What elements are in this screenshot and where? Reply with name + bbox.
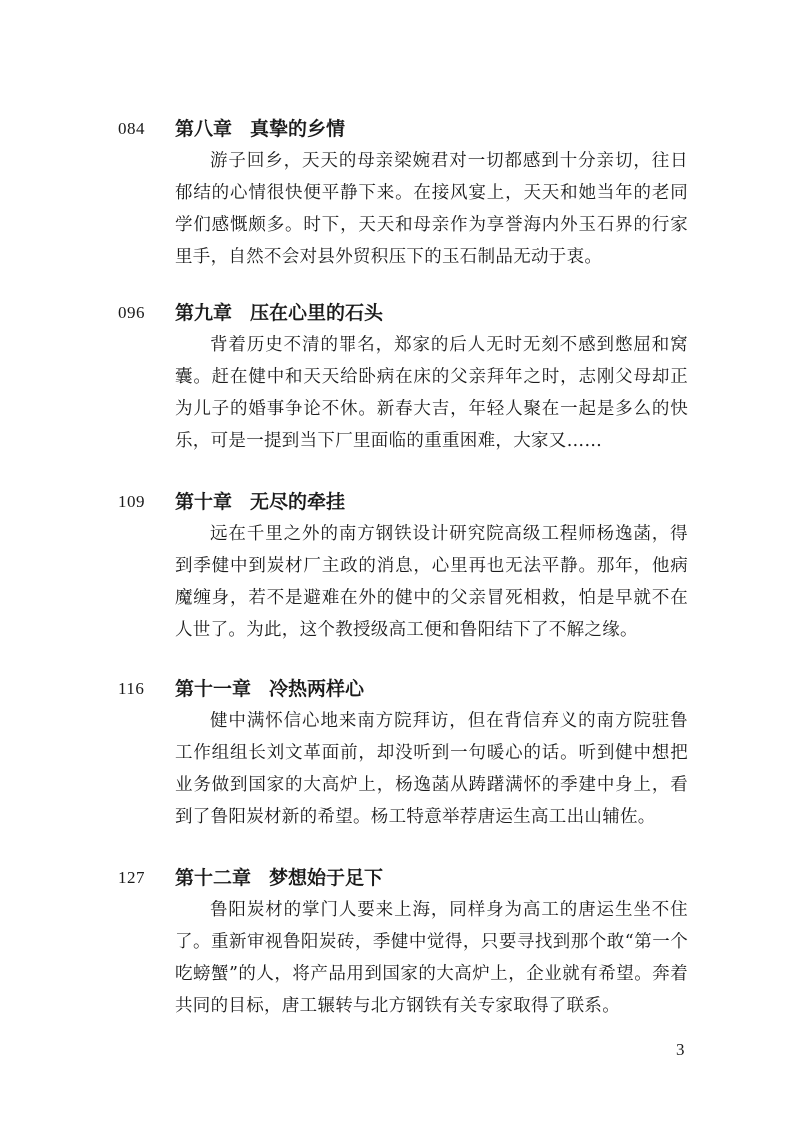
toc-entry — [118, 673, 688, 833]
toc-entry — [118, 297, 688, 457]
chapter-title: 压在心里的石头 — [250, 302, 384, 324]
chapter-title: 无尽的牵挂 — [250, 491, 346, 513]
entry-heading — [118, 862, 688, 894]
chapter-title: 真挚的乡情 — [250, 118, 346, 140]
chapter-summary: 游子回乡，天天的母亲梁婉君对一切都感到十分亲切，往日郁结的心情很快便平静下来。在接风宴上，天天和她当年的老同学们感慨颇多。时下，天天和母亲作为享誉海内外玉石界的行家里手，自然不会对县外贸积压下的玉石制品无动于衷。 — [175, 151, 688, 267]
chapter-heading — [175, 486, 345, 518]
page-number: 084 — [118, 119, 145, 138]
page-number: 127 — [118, 868, 145, 887]
chapter-heading — [175, 297, 383, 329]
entry-heading — [118, 113, 688, 145]
chapter-number: 第十二章 — [175, 867, 252, 889]
entry-heading — [118, 673, 688, 705]
chapter-title: 冷热两样心 — [269, 678, 365, 700]
entry-heading — [118, 297, 688, 329]
page-folio: 3 — [676, 1040, 685, 1059]
page-number: 116 — [118, 679, 145, 698]
chapter-summary: 背着历史不清的罪名，郑家的后人无时无刻不感到憋屈和窝囊。赶在健中和天天给卧病在床的父亲拜年之时，志刚父母却正为儿子的婚事争论不休。新春大吉，年轻人聚在一起是多么的快乐，可是一提到当下厂里面临的重重困难，大家又…… — [175, 335, 688, 451]
chapter-heading — [175, 113, 345, 145]
entry-heading — [118, 486, 688, 518]
chapter-summary: 鲁阳炭材的掌门人要来上海，同样身为高工的唐运生坐不住了。重新审视鲁阳炭砖，季健中觉得，只要寻找到那个敢“第一个吃螃蟹”的人，将产品用到国家的大高炉上，企业就有希望。奔着共同的目标，唐工辗转与北方钢铁有关专家取得了联系。 — [175, 900, 688, 1016]
chapter-heading — [175, 862, 383, 894]
chapter-heading — [175, 673, 364, 705]
chapter-summary: 健中满怀信心地来南方院拜访，但在背信弃义的南方院驻鲁工作组组长刘文革面前，却没听到一句暖心的话。听到健中想把业务做到国家的大高炉上，杨逸菡从踌躇满怀的季建中身上，看到了鲁阳炭材新的希望。杨工特意举荐唐运生高工出山辅佐。 — [175, 711, 688, 827]
page-number: 096 — [118, 303, 145, 322]
toc-entry — [118, 486, 688, 646]
toc-entry — [118, 862, 688, 1022]
chapter-number: 第十一章 — [175, 678, 252, 700]
chapter-number: 第十章 — [175, 491, 233, 513]
chapter-number: 第九章 — [175, 302, 233, 324]
chapter-title: 梦想始于足下 — [269, 867, 384, 889]
chapter-summary: 远在千里之外的南方钢铁设计研究院高级工程师杨逸菡，得到季健中到炭材厂主政的消息，心里再也无法平静。那年，他病魔缠身，若不是避难在外的健中的父亲冒死相救，怕是早就不在人世了。为此，这个教授级高工便和鲁阳结下了不解之缘。 — [175, 524, 688, 640]
toc-entry — [118, 113, 688, 273]
page-number: 109 — [118, 492, 145, 511]
chapter-number: 第八章 — [175, 118, 233, 140]
